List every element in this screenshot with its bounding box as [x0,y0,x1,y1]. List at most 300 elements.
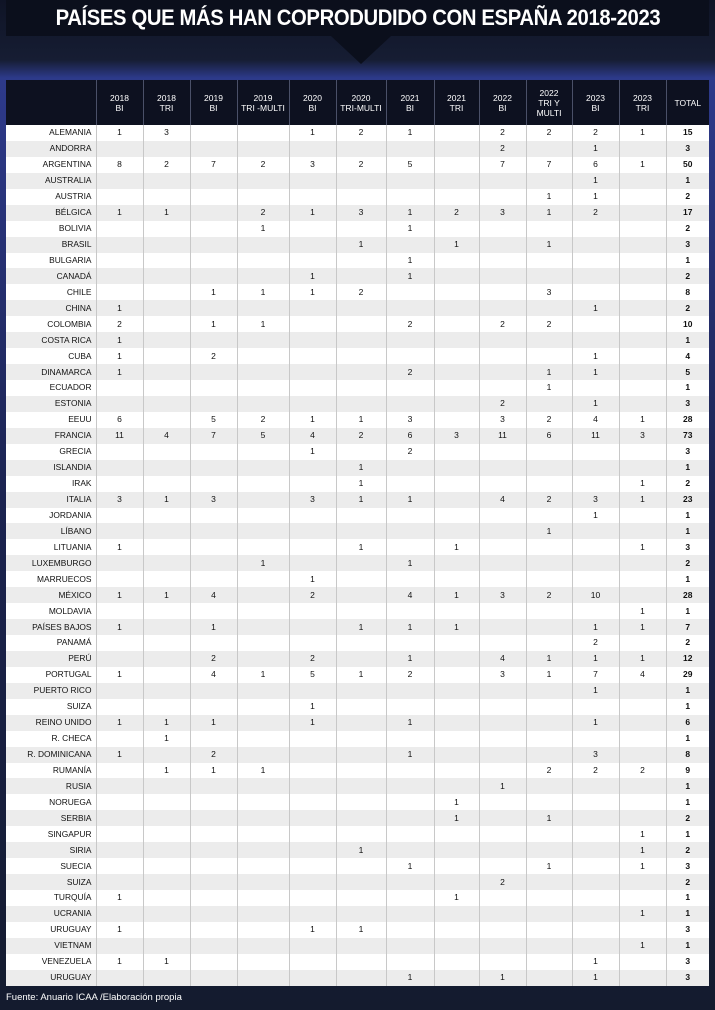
country-cell: JORDANIA [6,508,96,524]
value-cell [526,444,572,460]
value-cell: 1 [289,922,336,938]
value-cell: 2 [237,412,289,428]
value-cell: 1 [96,348,143,364]
table-row [6,715,709,731]
value-cell: 4 [190,587,237,603]
value-cell: 1 [572,508,619,524]
value-cell: 2 [237,157,289,173]
value-cell [434,460,479,476]
value-cell: 10 [572,587,619,603]
table-row [6,539,709,555]
value-cell [190,332,237,348]
value-cell [619,268,666,284]
value-cell [526,253,572,269]
value-cell [336,683,386,699]
value-cell [237,476,289,492]
value-cell: 1 [572,396,619,412]
value-cell [143,380,190,396]
value-cell [434,284,479,300]
value-cell [619,253,666,269]
value-cell [434,348,479,364]
value-cell [386,890,434,906]
column-header-year: 2022 [539,87,559,98]
value-cell [526,300,572,316]
value-cell [479,460,526,476]
total-cell: 1 [666,826,709,842]
country-cell: REINO UNIDO [6,715,96,731]
value-cell: 1 [336,539,386,555]
total-cell: 1 [666,571,709,587]
value-cell [143,348,190,364]
value-cell [386,874,434,890]
total-cell: 1 [666,683,709,699]
country-cell: ECUADOR [6,380,96,396]
total-cell: 7 [666,619,709,635]
value-cell: 1 [572,173,619,189]
value-cell: 3 [619,428,666,444]
value-cell [434,268,479,284]
value-cell [479,571,526,587]
value-cell: 2 [572,635,619,651]
value-cell [572,890,619,906]
value-cell [143,364,190,380]
value-cell [289,635,336,651]
value-cell [434,715,479,731]
value-cell [526,173,572,189]
value-cell: 1 [336,842,386,858]
value-cell [237,858,289,874]
page-title: PAÍSES QUE MÁS HAN COPRODUDIDO CON ESPAÑA 2018-2023 [55,5,660,30]
total-cell: 73 [666,428,709,444]
value-cell [479,523,526,539]
value-cell [237,874,289,890]
value-cell: 6 [572,157,619,173]
value-cell: 1 [386,221,434,237]
value-cell [434,778,479,794]
value-cell [386,938,434,954]
value-cell: 1 [434,890,479,906]
value-cell: 1 [572,954,619,970]
value-cell: 6 [386,428,434,444]
table-row [6,874,709,890]
column-header-type: BI [405,102,415,113]
value-cell: 1 [143,205,190,221]
value-cell: 1 [619,412,666,428]
value-cell [190,380,237,396]
value-cell: 1 [336,476,386,492]
value-cell [572,778,619,794]
value-cell [190,300,237,316]
value-cell [237,539,289,555]
value-cell: 1 [386,651,434,667]
column-header [572,80,619,125]
country-cell: COLOMBIA [6,316,96,332]
value-cell: 4 [572,412,619,428]
value-cell [289,539,336,555]
value-cell [386,380,434,396]
value-cell [386,523,434,539]
country-cell: BÉLGICA [6,205,96,221]
value-cell: 1 [434,587,479,603]
value-cell [526,476,572,492]
country-cell: SINGAPUR [6,826,96,842]
value-cell [479,189,526,205]
value-cell [289,460,336,476]
value-cell: 7 [526,157,572,173]
value-cell [526,874,572,890]
country-cell: SERBIA [6,810,96,826]
value-cell [572,699,619,715]
country-cell: CANADÁ [6,268,96,284]
value-cell [619,571,666,587]
value-cell [237,141,289,157]
value-cell [237,619,289,635]
value-cell: 1 [619,858,666,874]
value-cell [572,922,619,938]
value-cell [96,221,143,237]
table-row [6,237,709,253]
value-cell [336,938,386,954]
value-cell [96,571,143,587]
value-cell [289,316,336,332]
value-cell [619,747,666,763]
value-cell [619,890,666,906]
value-cell [572,794,619,810]
value-cell: 6 [96,412,143,428]
header-row [6,80,709,125]
value-cell [336,747,386,763]
value-cell: 3 [572,747,619,763]
value-cell [526,555,572,571]
value-cell [190,508,237,524]
column-header [289,80,336,125]
value-cell [336,364,386,380]
value-cell [572,555,619,571]
value-cell [619,332,666,348]
value-cell [237,826,289,842]
column-header-type: BI [591,102,600,113]
value-cell [190,205,237,221]
value-cell [190,922,237,938]
value-cell [143,922,190,938]
value-cell: 2 [479,141,526,157]
value-cell [479,938,526,954]
value-cell [479,842,526,858]
value-cell [143,778,190,794]
value-cell [237,890,289,906]
value-cell: 1 [190,715,237,731]
value-cell [386,842,434,858]
value-cell [479,954,526,970]
value-cell: 4 [190,667,237,683]
value-cell: 2 [386,444,434,460]
value-cell [526,332,572,348]
value-cell [96,189,143,205]
value-cell: 1 [386,125,434,141]
value-cell [190,364,237,380]
value-cell [143,667,190,683]
value-cell [386,284,434,300]
value-cell [190,125,237,141]
total-cell: 3 [666,970,709,986]
value-cell [190,890,237,906]
value-cell [289,906,336,922]
value-cell [143,635,190,651]
value-cell [479,300,526,316]
value-cell [237,125,289,141]
column-header-type: TRI [159,102,174,113]
country-cell: PERÚ [6,651,96,667]
value-cell [572,938,619,954]
value-cell [619,300,666,316]
value-cell [572,332,619,348]
value-cell: 1 [96,205,143,221]
value-cell: 8 [96,157,143,173]
total-cell: 2 [666,810,709,826]
value-cell: 2 [289,587,336,603]
value-cell [96,970,143,986]
value-cell: 3 [479,412,526,428]
value-cell [96,268,143,284]
value-cell [289,173,336,189]
table-row [6,731,709,747]
value-cell [336,268,386,284]
value-cell: 1 [386,492,434,508]
value-cell [434,874,479,890]
total-cell: 3 [666,444,709,460]
value-cell: 1 [190,284,237,300]
value-cell [190,237,237,253]
value-cell [434,508,479,524]
country-cell: ARGENTINA [6,157,96,173]
value-cell: 5 [237,428,289,444]
value-cell [336,587,386,603]
value-cell [289,221,336,237]
value-cell [289,683,336,699]
value-cell [434,316,479,332]
value-cell [479,715,526,731]
total-cell: 2 [666,268,709,284]
column-header-type: TRI [449,102,464,113]
value-cell [237,523,289,539]
value-cell: 1 [143,715,190,731]
value-cell [434,906,479,922]
value-cell [336,141,386,157]
value-cell: 2 [190,651,237,667]
total-cell: 1 [666,253,709,269]
value-cell [526,699,572,715]
country-cell: R. DOMINICANA [6,747,96,763]
value-cell [336,444,386,460]
value-cell [572,571,619,587]
value-cell [237,715,289,731]
value-cell [336,348,386,364]
value-cell [190,189,237,205]
country-cell: MOLDAVIA [6,603,96,619]
value-cell: 1 [619,826,666,842]
value-cell [526,348,572,364]
value-cell [190,954,237,970]
total-cell: 2 [666,842,709,858]
value-cell [336,508,386,524]
value-cell [289,189,336,205]
total-cell: 8 [666,284,709,300]
value-cell [526,715,572,731]
country-cell: PUERTO RICO [6,683,96,699]
value-cell [96,683,143,699]
value-cell [96,396,143,412]
value-cell [237,237,289,253]
value-cell [572,221,619,237]
country-cell: R. CHECA [6,731,96,747]
table-row [6,412,709,428]
value-cell [479,699,526,715]
value-cell [479,508,526,524]
column-header-type: BI [498,102,507,113]
column-header [526,80,572,125]
value-cell [190,731,237,747]
value-cell [572,476,619,492]
value-cell [237,938,289,954]
value-cell: 1 [479,970,526,986]
value-cell: 1 [572,715,619,731]
value-cell [386,731,434,747]
value-cell [96,555,143,571]
value-cell [619,221,666,237]
total-cell: 1 [666,731,709,747]
value-cell [143,508,190,524]
value-cell: 2 [190,747,237,763]
table-row [6,922,709,938]
value-cell [190,460,237,476]
value-cell [386,332,434,348]
value-cell [143,747,190,763]
value-cell: 1 [336,412,386,428]
value-cell: 1 [96,364,143,380]
value-cell [237,380,289,396]
value-cell [386,810,434,826]
total-cell: 8 [666,747,709,763]
value-cell: 4 [143,428,190,444]
table-row [6,380,709,396]
value-cell [479,603,526,619]
value-cell [143,412,190,428]
column-header-year: 2021 [447,92,466,103]
value-cell: 1 [434,810,479,826]
value-cell [143,523,190,539]
table-row [6,189,709,205]
total-cell: 3 [666,922,709,938]
table-row [6,954,709,970]
column-header-type: TRI -MULTI [241,102,285,113]
value-cell: 3 [190,492,237,508]
value-cell [479,380,526,396]
country-cell: VENEZUELA [6,954,96,970]
value-cell [619,635,666,651]
value-cell: 2 [479,874,526,890]
value-cell [96,763,143,779]
value-cell [526,268,572,284]
total-cell: 15 [666,125,709,141]
value-cell [190,555,237,571]
value-cell [434,603,479,619]
value-cell [237,603,289,619]
value-cell [190,476,237,492]
table-row [6,428,709,444]
value-cell [526,938,572,954]
table-row [6,332,709,348]
value-cell [237,253,289,269]
value-cell [143,571,190,587]
value-cell [289,874,336,890]
value-cell [479,555,526,571]
value-cell [434,667,479,683]
value-cell: 1 [96,125,143,141]
table-row [6,253,709,269]
total-cell: 1 [666,603,709,619]
value-cell [386,237,434,253]
value-cell [619,508,666,524]
value-cell: 1 [336,619,386,635]
value-cell [619,284,666,300]
value-cell: 3 [479,667,526,683]
country-cell: EEUU [6,412,96,428]
value-cell [572,539,619,555]
value-cell: 1 [619,842,666,858]
value-cell: 2 [526,492,572,508]
table-row [6,794,709,810]
value-cell: 2 [96,316,143,332]
value-cell: 2 [479,396,526,412]
value-cell [479,284,526,300]
country-cell: SUECIA [6,858,96,874]
value-cell: 1 [526,189,572,205]
value-cell: 2 [336,428,386,444]
table-row [6,890,709,906]
value-cell [434,253,479,269]
total-cell: 50 [666,157,709,173]
table-row [6,444,709,460]
value-cell [479,237,526,253]
value-cell [289,555,336,571]
value-cell [143,603,190,619]
value-cell [479,619,526,635]
value-cell: 3 [143,125,190,141]
value-cell: 1 [619,539,666,555]
value-cell [237,396,289,412]
value-cell: 11 [572,428,619,444]
value-cell: 3 [526,284,572,300]
value-cell: 1 [619,938,666,954]
value-cell [479,539,526,555]
country-cell: BOLIVIA [6,221,96,237]
total-cell: 1 [666,508,709,524]
value-cell: 4 [619,667,666,683]
value-cell [434,157,479,173]
total-cell: 6 [666,715,709,731]
value-cell [386,906,434,922]
value-cell [526,826,572,842]
value-cell [526,842,572,858]
value-cell [619,316,666,332]
value-cell [336,380,386,396]
value-cell [434,412,479,428]
value-cell [237,683,289,699]
value-cell [434,922,479,938]
value-cell: 1 [386,970,434,986]
column-header-year: 2022 [493,92,512,103]
value-cell [336,651,386,667]
